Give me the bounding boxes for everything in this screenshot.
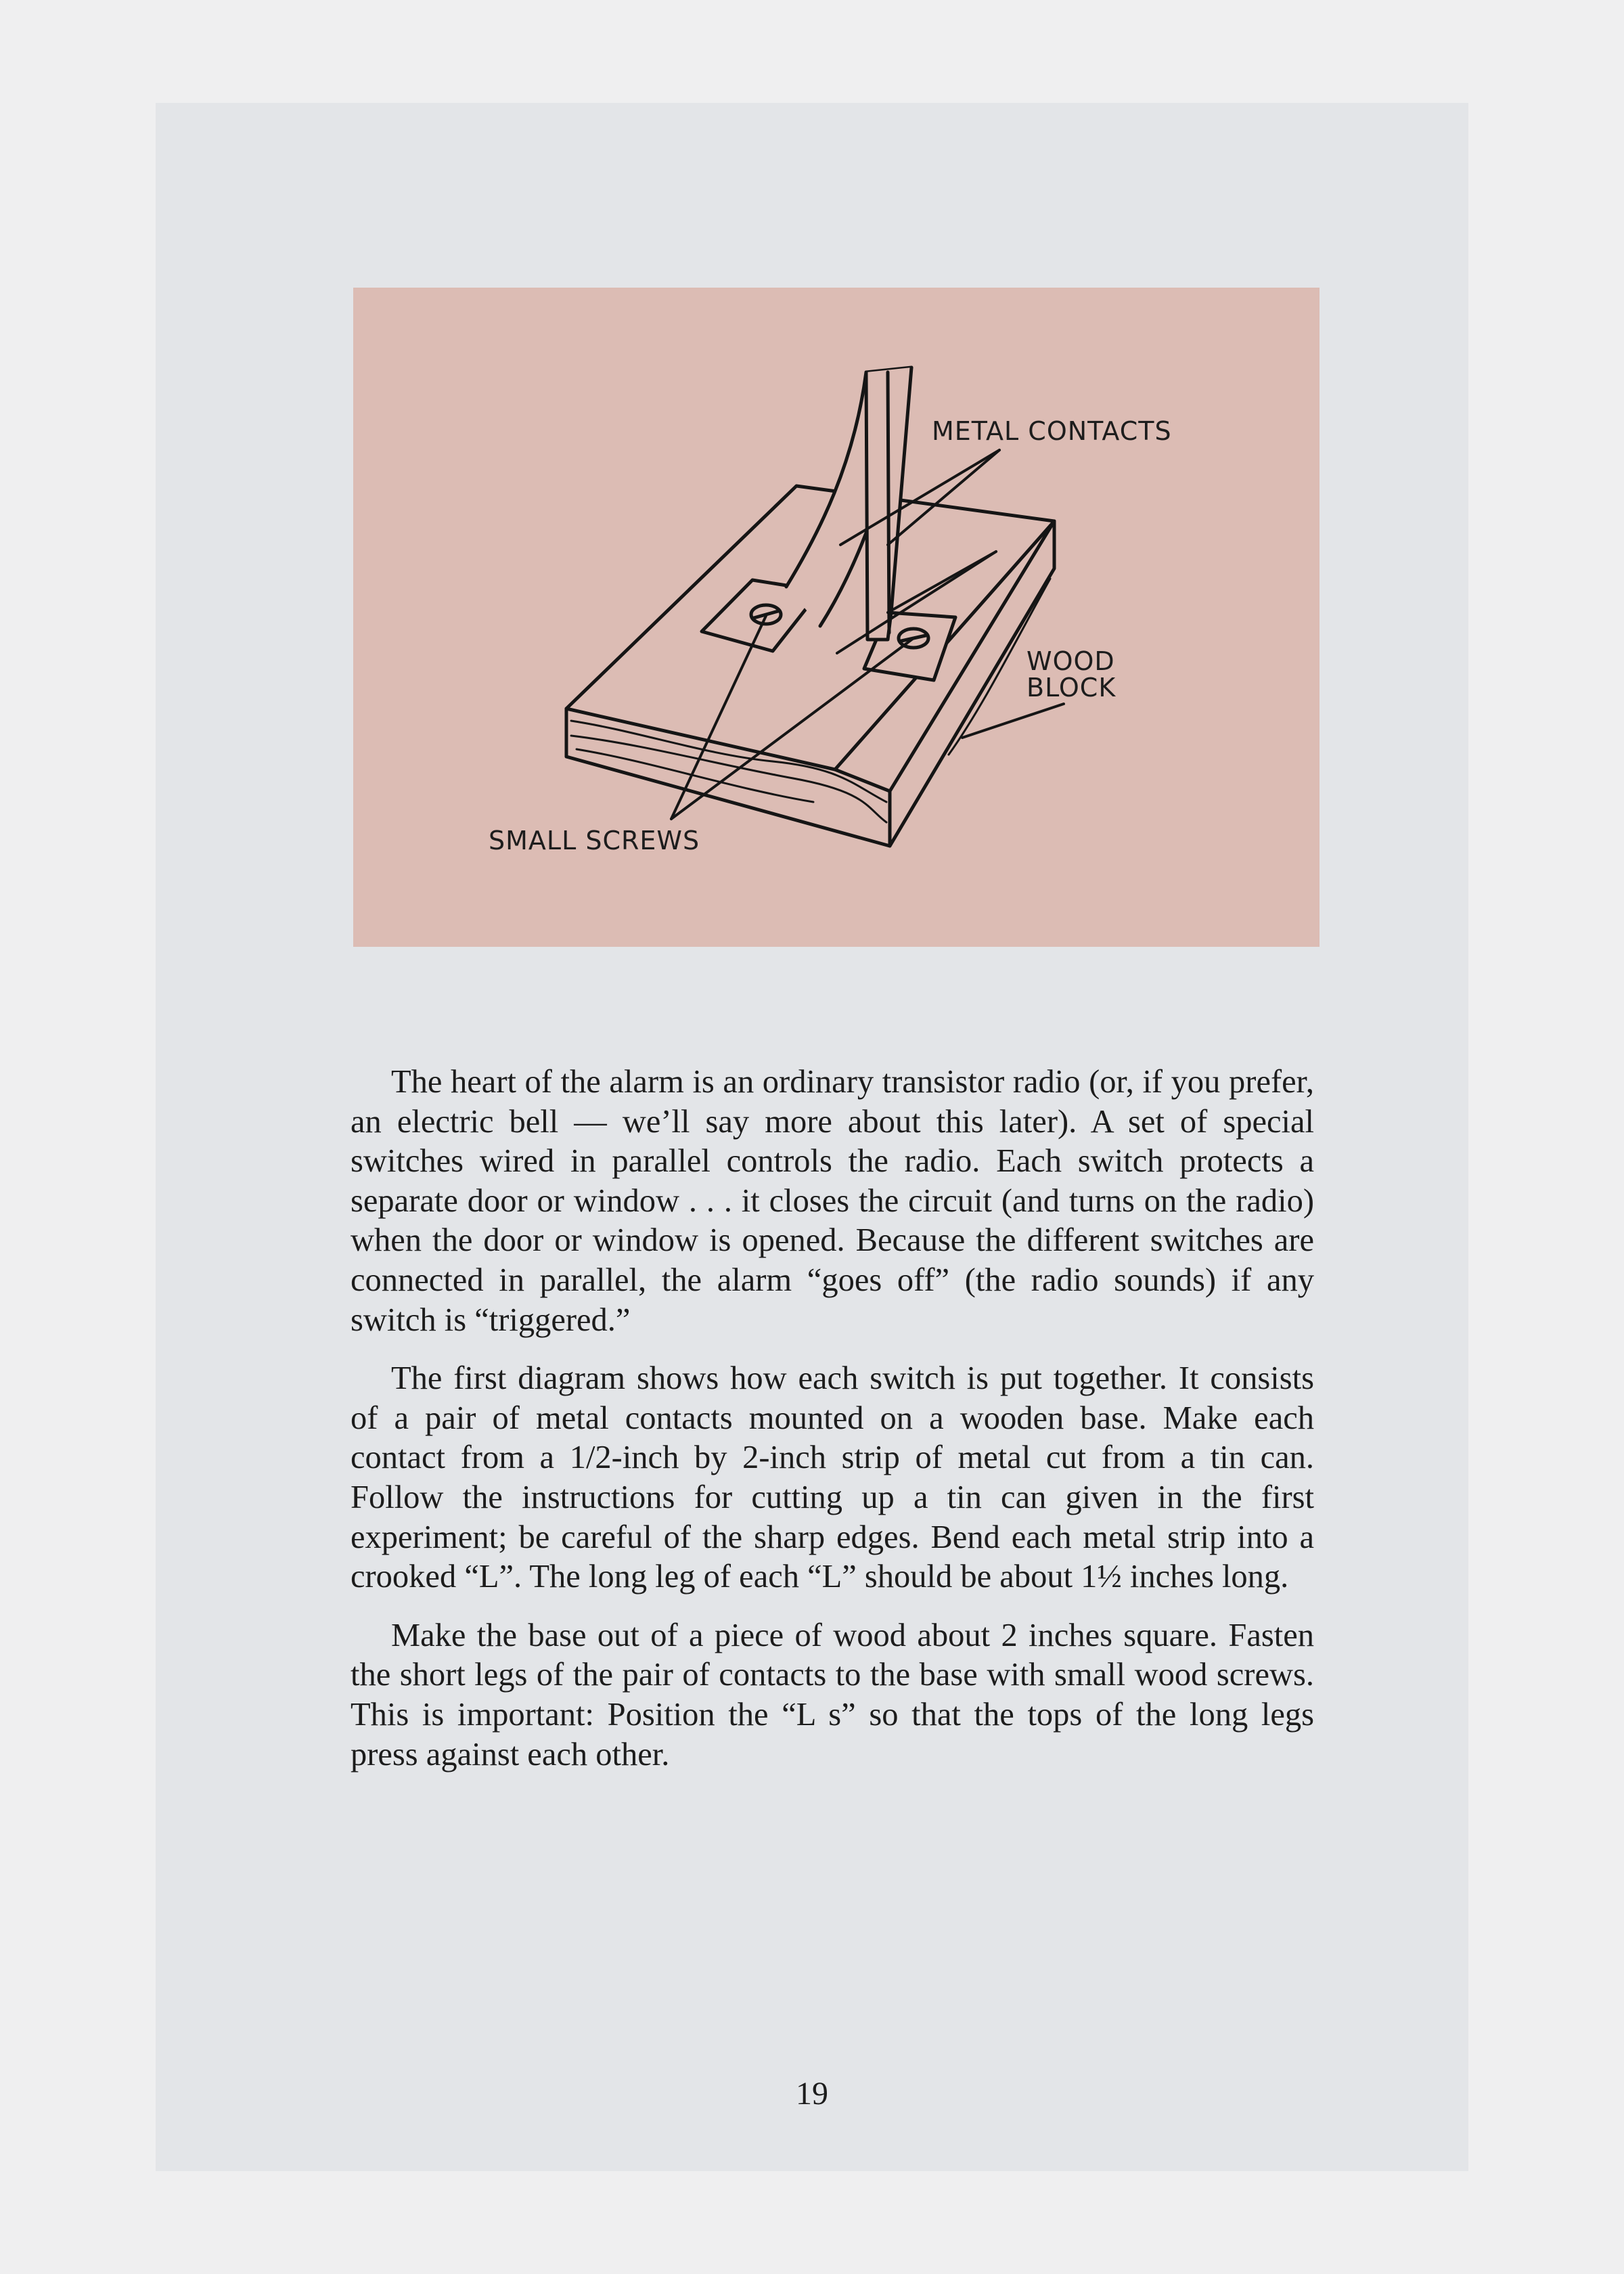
switch-diagram [353,288,1320,947]
paragraph-1: The heart of the alarm is an ordinary transistor radio (or, if you prefer, an electric bell — we’ll say more about this later). A set of special switches wired in parallel controls the radio. Each switch protects a separate door or window . . . it closes the circuit (and turns on the radio) when the door or window is opened. Because the different switches are connected in parallel, the alarm “goes off” (the radio sounds) if any switch is “triggered.” [351,1064,1314,1338]
label-metal-contacts: METAL CONTACTS [932,416,1172,446]
page-number: 19 [796,2076,828,2112]
label-wood-block-line2: BLOCK [1027,673,1116,703]
paragraph-2: The first diagram shows how each switch is put together. It consists of a pair of metal contacts mounted on a wooden base. Make each contact from a 1/2-inch by 2-inch strip of metal cut from a tin can. Follow the instructions for cutting up a tin can given in the first experiment; be careful of the sharp edges. Bend each metal strip into a crooked “L”. The long leg of each “L” should be about 1½ inches long. [351,1360,1314,1595]
book-page [156,103,1468,2171]
paragraph-3: Make the base out of a piece of wood about 2 inches square. Fasten the short legs of the pair of contacts to the base with small wood screws. This is important: Position the “L s” so that the tops of the long legs press against each other. [351,1617,1314,1773]
label-wood-block-line1: WOOD [1027,646,1115,676]
body-text [351,1063,1314,1793]
wood-block-top [566,486,1054,770]
label-small-screws: SMALL SCREWS [489,826,700,855]
switch-diagram-drawing [353,288,1320,947]
